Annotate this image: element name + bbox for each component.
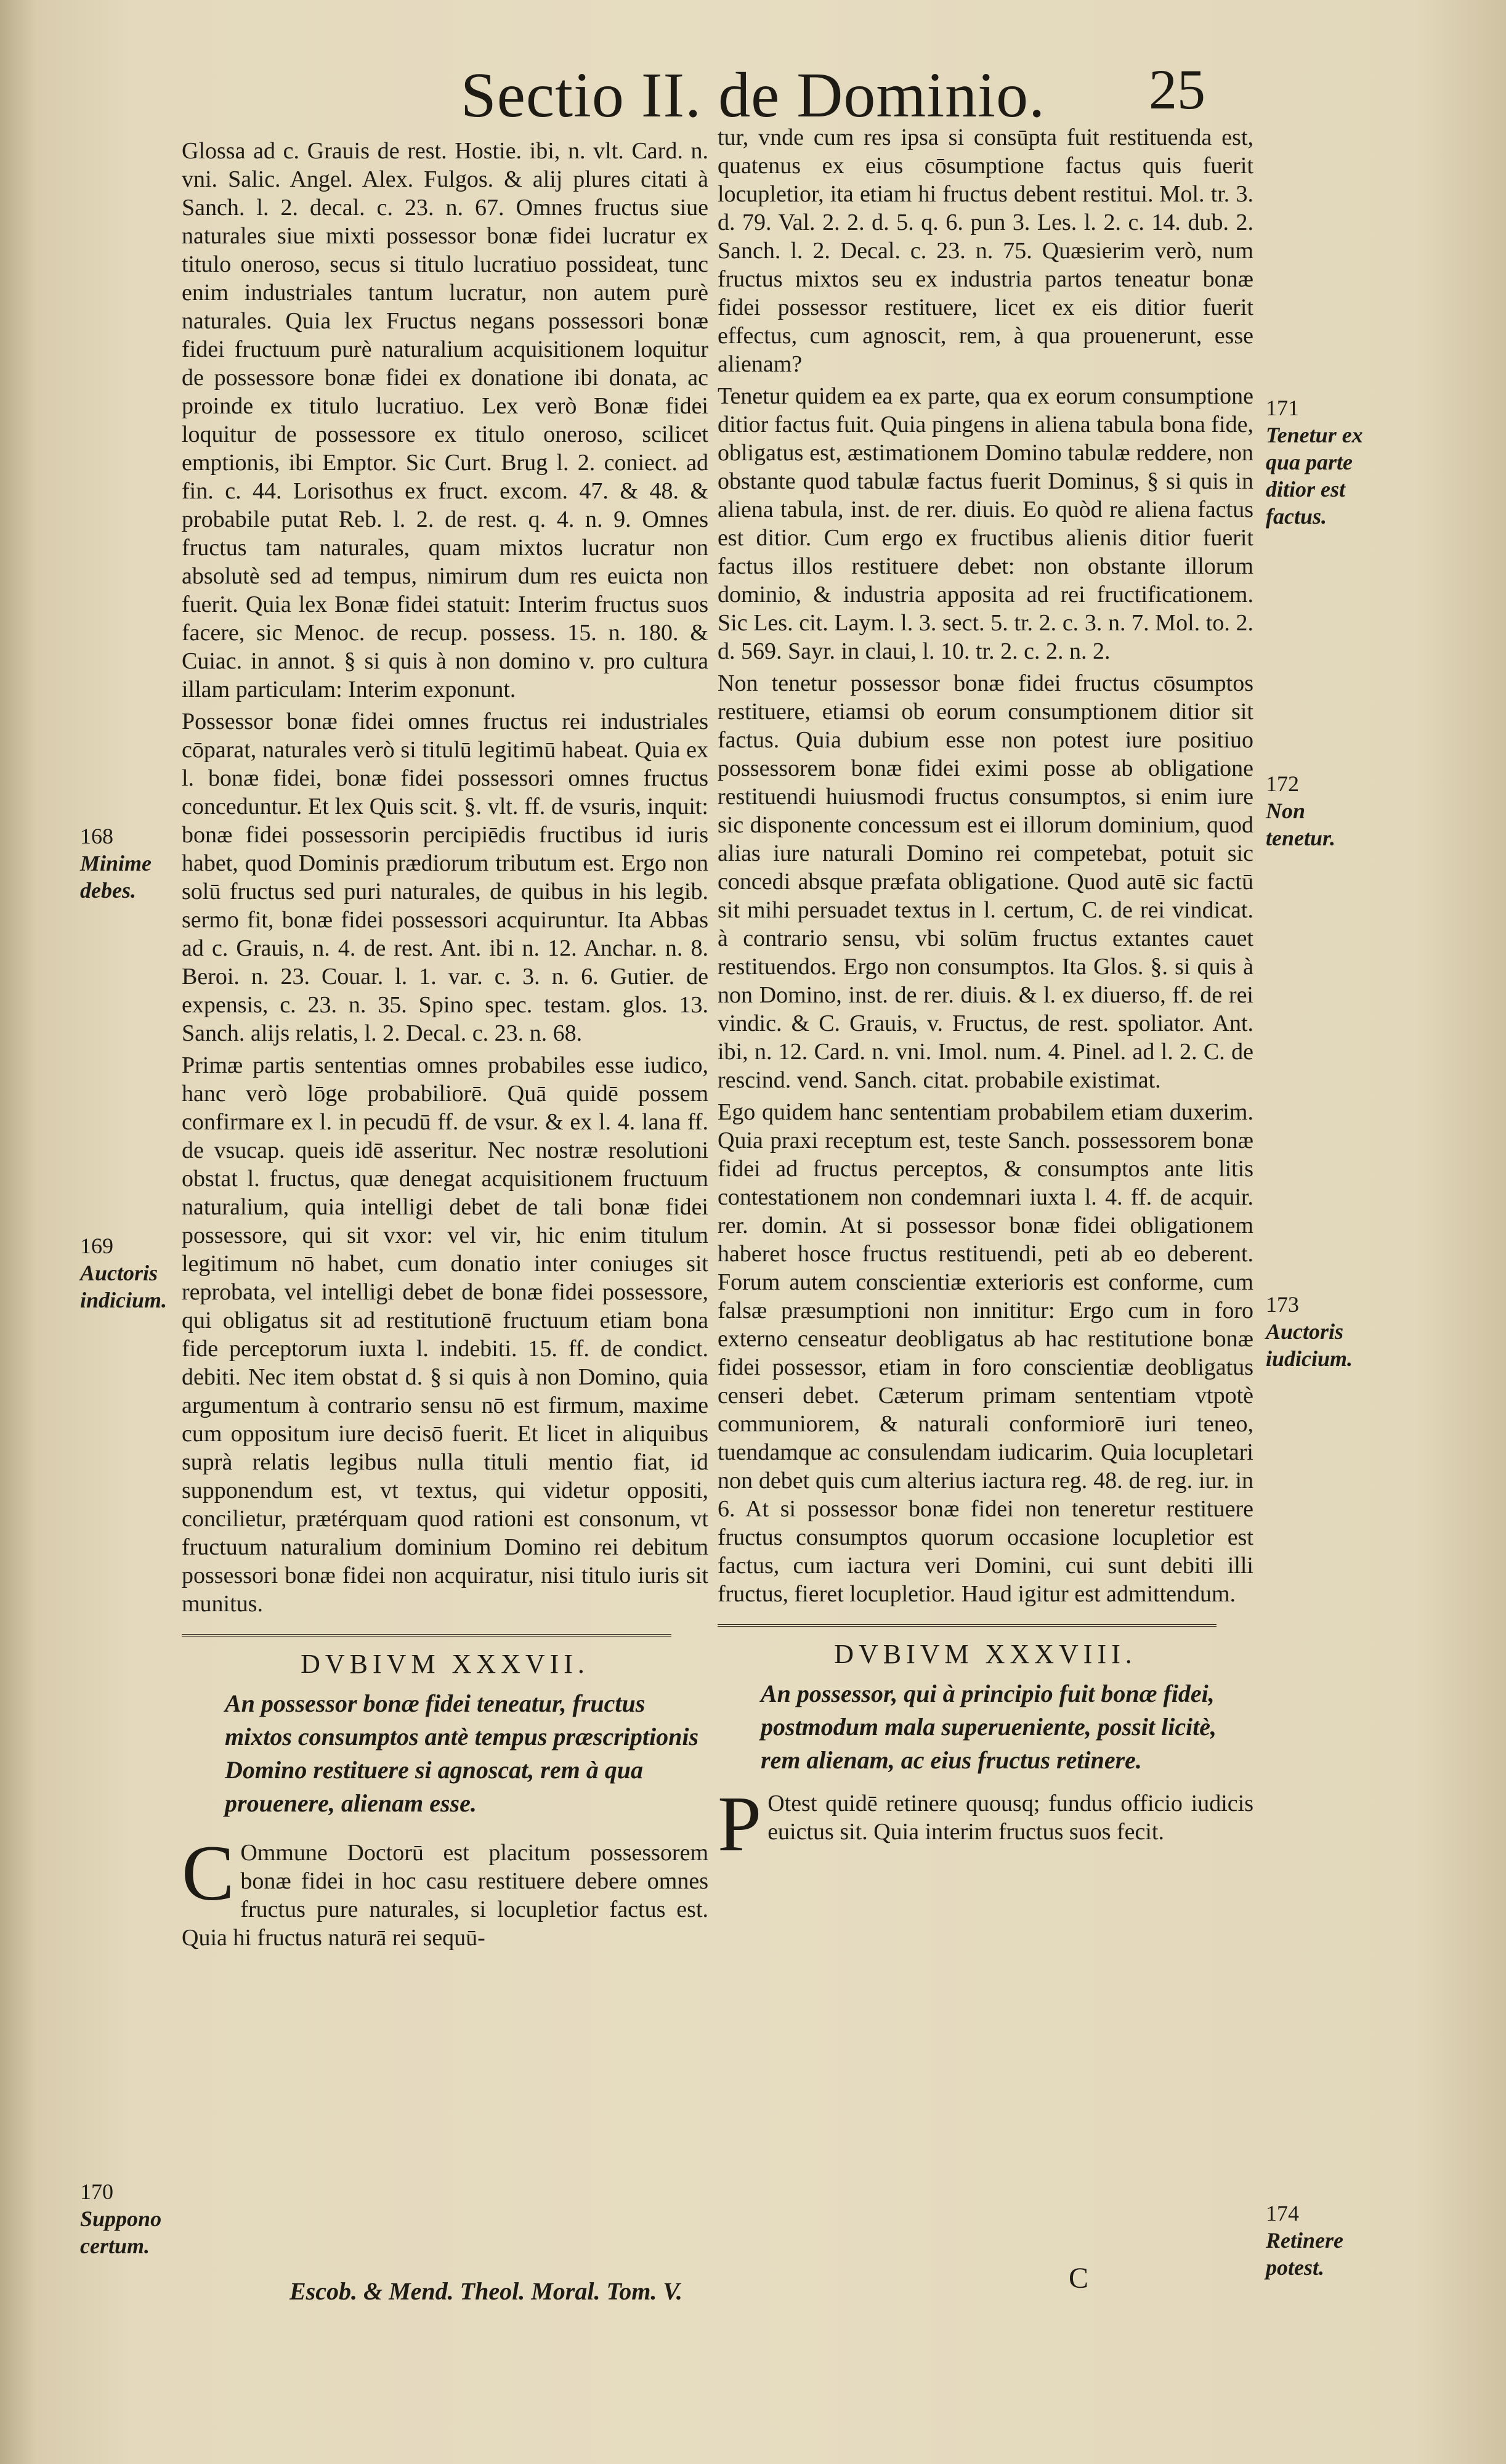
margin-number: 169 — [80, 1234, 113, 1258]
margin-number: 171 — [1266, 396, 1299, 420]
drop-cap: C — [182, 1829, 235, 1917]
dubium-heading: DVBIVM XXXVII. — [301, 1649, 589, 1679]
margin-text: Non tenetur. — [1266, 799, 1336, 850]
dubium-answer — [182, 1829, 708, 1952]
left-column — [182, 137, 708, 1956]
margin-note — [1266, 394, 1370, 530]
dubium-question: An possessor, qui à principio fuit bonæ fidei, postmodum mala superueniente, possit licitè, rem alienam, ac eius fructus retinere. — [761, 1680, 1217, 1774]
margin-number: 174 — [1266, 2201, 1299, 2226]
paragraph: Non tenetur possessor bonæ fidei fructus cōsumptos restituere, etiamsi ob eorum consumptionem ditior sit factus. Quia dubium esse non potest iure positiuo possessorem bonæ fidei eximi posse ab obligatione restituendi huiusmodi fructus consumptos, si enim iure sic disponente concessum est ei illorum dominium, quod alias iure naturali Domino rei competebat, potuit sic concedi absque præfata obligatione. Quod autē sic factū sit mihi persuadet textus in l. certum, C. de rei vindicat. à contrario sensu, vbi solūm fructus extantes cauet restituendos. Ergo non consumptos. Ita Glos. §. si quis à non Domino, inst. de rer. diuis. & l. ex diuerso, ff. de rei vindic. & C. Grauis, v. Fructus, de rest. spoliator. Ant. ibi, n. 12. Card. n. vni. Imol. num. 4. Pinel. ad l. 2. C. de rescind. vend. Sanch. citat. probabile existimat. — [718, 670, 1253, 1093]
margin-note — [1266, 1291, 1370, 1372]
right-column — [718, 123, 1253, 1868]
signature-mark: C — [1069, 2262, 1089, 2295]
paragraph: Ego quidem hanc sententiam probabilem etiam duxerim. Quia praxi receptum est, teste Sanch. possessorem bonæ fidei ad fructus perceptos, & consumptos ante litis contestationem non condemnari iuxta l. 4. ff. de acquir. rer. domin. At si possessor bonæ fidei obligationem haberet hosce fructus restituendi, peti ab eo deberent. Forum autem conscientiæ exterioris est conforme, cum falsæ præsumptioni non innititur: Ergo cum in foro externo censeatur deobligatus ab hac restitutione bonæ fidei possessor, etiam in foro conscientiæ deobligatus censeri debet. Cæterum primam sententiam vtpotè communiorem, & naturali conformiorē iuri teneo, tuendamque ac consulendam iudicarim. Quia locupletari non debet quis cum alterius iactura reg. 48. de reg. iur. in 6. At si possessor bonæ fidei non teneretur restituere fructus consumptos quorum occasione locupletior est factus, cum iactura veri Domini, cui sunt debiti illi fructus, fieret locupletior. Haud igitur est admittendum. — [718, 1099, 1253, 1607]
margin-note — [80, 1232, 172, 1314]
margin-text: Auctoris indicium. — [80, 1261, 168, 1312]
dubium-heading: DVBIVM XXXVIII. — [834, 1639, 1137, 1669]
margin-text: Retinere potest. — [1266, 2228, 1343, 2280]
margin-text: Suppono certum. — [80, 2206, 162, 2258]
drop-cap: P — [718, 1780, 762, 1868]
margin-note — [80, 2178, 172, 2259]
dubium-question: An possessor bonæ fidei teneatur, fructus mixtos consumptos antè tempus præscriptionis Domino restituere si agnoscat, rem à qua prouenere, alienam esse. — [225, 1689, 699, 1817]
paragraph: Primæ partis sententias omnes probabiles esse iudico, hanc verò lōge probabiliorē. Quā quidē possem confirmare ex l. in pecudū ff. de vsur. & ex l. 4. lana ff. de vsucap. queis idē asseritur. Nec nostræ resolutioni obstat l. fructus, quæ denegat acquisitionem fructuum naturalium, quia intelligi debet de tali bonæ fidei possessore, qui sit vxor: vel vir, hic enim titulum legitimum nō habet, cum donatio inter coniuges sit reprobata, vel intelligi debet de bonæ fidei possessore, qui obligatus sit ad restitutionē fructuum etiam bona fide perceptorum iuxta l. indebiti. 15. ff. de condict. debiti. Nec item obstat d. § si quis à non Domino, quia argumentum à contrario sensu nō est firmum, maxime cum oppositum iure decisō fuerit. Et licet in aliquibus suprà relatis legibus nulla tituli mentio fiat, id supponendum est, vt textus, qui videtur oppositi, concilietur, prætérquam quod rationi est consonum, vt fructuum naturalium dominium Domino rei debitum possessori bonæ fidei non acquiratur, nisi titulo iuris sit munitus. — [182, 1052, 708, 1617]
margin-number: 170 — [80, 2179, 113, 2204]
margin-note — [1266, 770, 1370, 852]
section-divider — [718, 1624, 1217, 1627]
margin-note — [1266, 2200, 1370, 2281]
margin-text: Tenetur ex qua parte ditior est factus. — [1266, 423, 1363, 529]
paragraph: tur, vnde cum res ipsa si consūpta fuit restituenda est, quatenus ex eius cōsumptione factus quis fuerit locupletior, ita etiam hi fructus debent restitui. Mol. tr. 3. d. 79. Val. 2. 2. d. 5. q. 6. pun 3. Les. l. 2. c. 14. dub. 2. Sanch. l. 2. Decal. c. 23. n. 75. Quæsierim verò, num fructus mixtos seu ex industria partos teneatur bonæ fidei possessor restituere, licet ex eis ditior fuerit effectus, cum agnoscit, rem, à qua prouenerunt, esse alienam? — [718, 124, 1253, 377]
paragraph: Tenetur quidem ea ex parte, qua ex eorum consumptione ditior factus fuit. Quia pingens in aliena tabula bona fide, obligatus est, æstimationem Domino tabulæ reddere, non obstante quod tabulæ factus fuerit Dominus, § si quis in aliena tabula, inst. de rer. diuis. Eo quòd re aliena factus est ditior. Cum ergo ex fructibus alienis ditior fuerit factus illos restituere debet: non obstante illorum dominio, & industria apposita ad rei fructificationem. Sic Les. cit. Laym. l. 3. sect. 5. tr. 2. c. 3. n. 7. Mol. to. 2. d. 569. Sayr. in claui, l. 10. tr. 2. c. 2. n. 2. — [718, 383, 1253, 664]
running-footer: Escob. & Mend. Theol. Moral. Tom. V. — [289, 2277, 682, 2305]
dubium-answer — [718, 1780, 1253, 1868]
margin-note — [80, 823, 172, 904]
margin-number: 172 — [1266, 771, 1299, 796]
margin-text: Auctoris iudicium. — [1266, 1319, 1353, 1371]
page-title: Sectio II. de Dominio. — [460, 60, 1046, 131]
paragraph: Possessor bonæ fidei omnes fructus rei industriales cōparat, naturales verò si titulū legitimū habeat. Quia ex l. bonæ fidei, bonæ fidei possessori omnes fructus conceduntur. Et lex Quis scit. §. vlt. ff. de vsuris, inquit: bonæ fidei possessorin percipiēdis fructibus id iuris habet, quod Dominis prædiorum tributum est. Ergo non solū fructus sed puri naturales, de quibus in his legib. sermo fit, bonæ fidei possessori acquiruntur. Ita Abbas ad c. Grauis, n. 4. de rest. Ant. ibi n. 12. Anchar. n. 8. Beroi. n. 23. Couar. l. 1. var. c. 3. n. 6. Gutier. de expensis, c. 23. n. 35. Spino spec. testam. glos. 13. Sanch. alijs relatis, l. 2. Decal. c. 23. n. 68. — [182, 709, 708, 1046]
margin-number: 173 — [1266, 1292, 1299, 1317]
margin-number: 168 — [80, 824, 113, 848]
answer-text: Otest quidē retinere quousq; fundus officio iudicis euictus sit. Quia interim fructus suos fecit. — [767, 1791, 1253, 1845]
margin-text: Minime debes. — [80, 851, 152, 903]
page-number: 25 — [1149, 58, 1205, 121]
answer-text: Ommune Doctorū est placitum possessorem bonæ fidei in hoc casu restituere debere omnes fructus pure naturales, si locupletior factus est. Quia hi fructus naturā rei sequū- — [182, 1840, 708, 1951]
paragraph: Glossa ad c. Grauis de rest. Hostie. ibi, n. vlt. Card. n. vni. Salic. Angel. Alex. Fulgos. & alij plures citati à Sanch. l. 2. decal. c. 23. n. 67. Omnes fructus siue naturales siue mixti possessor bonæ fidei lucratur ex titulo oneroso, secus si titulo lucratiuo possideat, tunc enim industriales tantum lucratur, non autem purè naturales. Quia lex Fructus negans possessori bonæ fidei fructuum purè naturalium acquisitionem loquitur de possessore bonæ fidei ex donatione ibi donata, ac proinde ex titulo lucratiuo. Lex verò Bonæ fidei loquitur de possessore ex titulo oneroso, scilicet emptionis, ibi Emptor. Sic Curt. Brug l. 2. coniect. ad fin. c. 44. Lorisothus ex fruct. excom. 47. & 48. & probabile putat Reb. l. 2. de rest. q. 4. n. 9. Omnes fructus tam naturales, quam mixtos lucratur non absolutè sed ad tempus, nimirum dum res euicta non fuerit. Quia lex Bonæ fidei statuit: Interim fructus suos facere, sic Menoc. de recup. possess. 15. n. 180. & Cuiac. in annot. § si quis à non domino v. pro cultura illam particulam: Interim exponunt. — [182, 138, 708, 702]
section-divider — [182, 1634, 671, 1637]
